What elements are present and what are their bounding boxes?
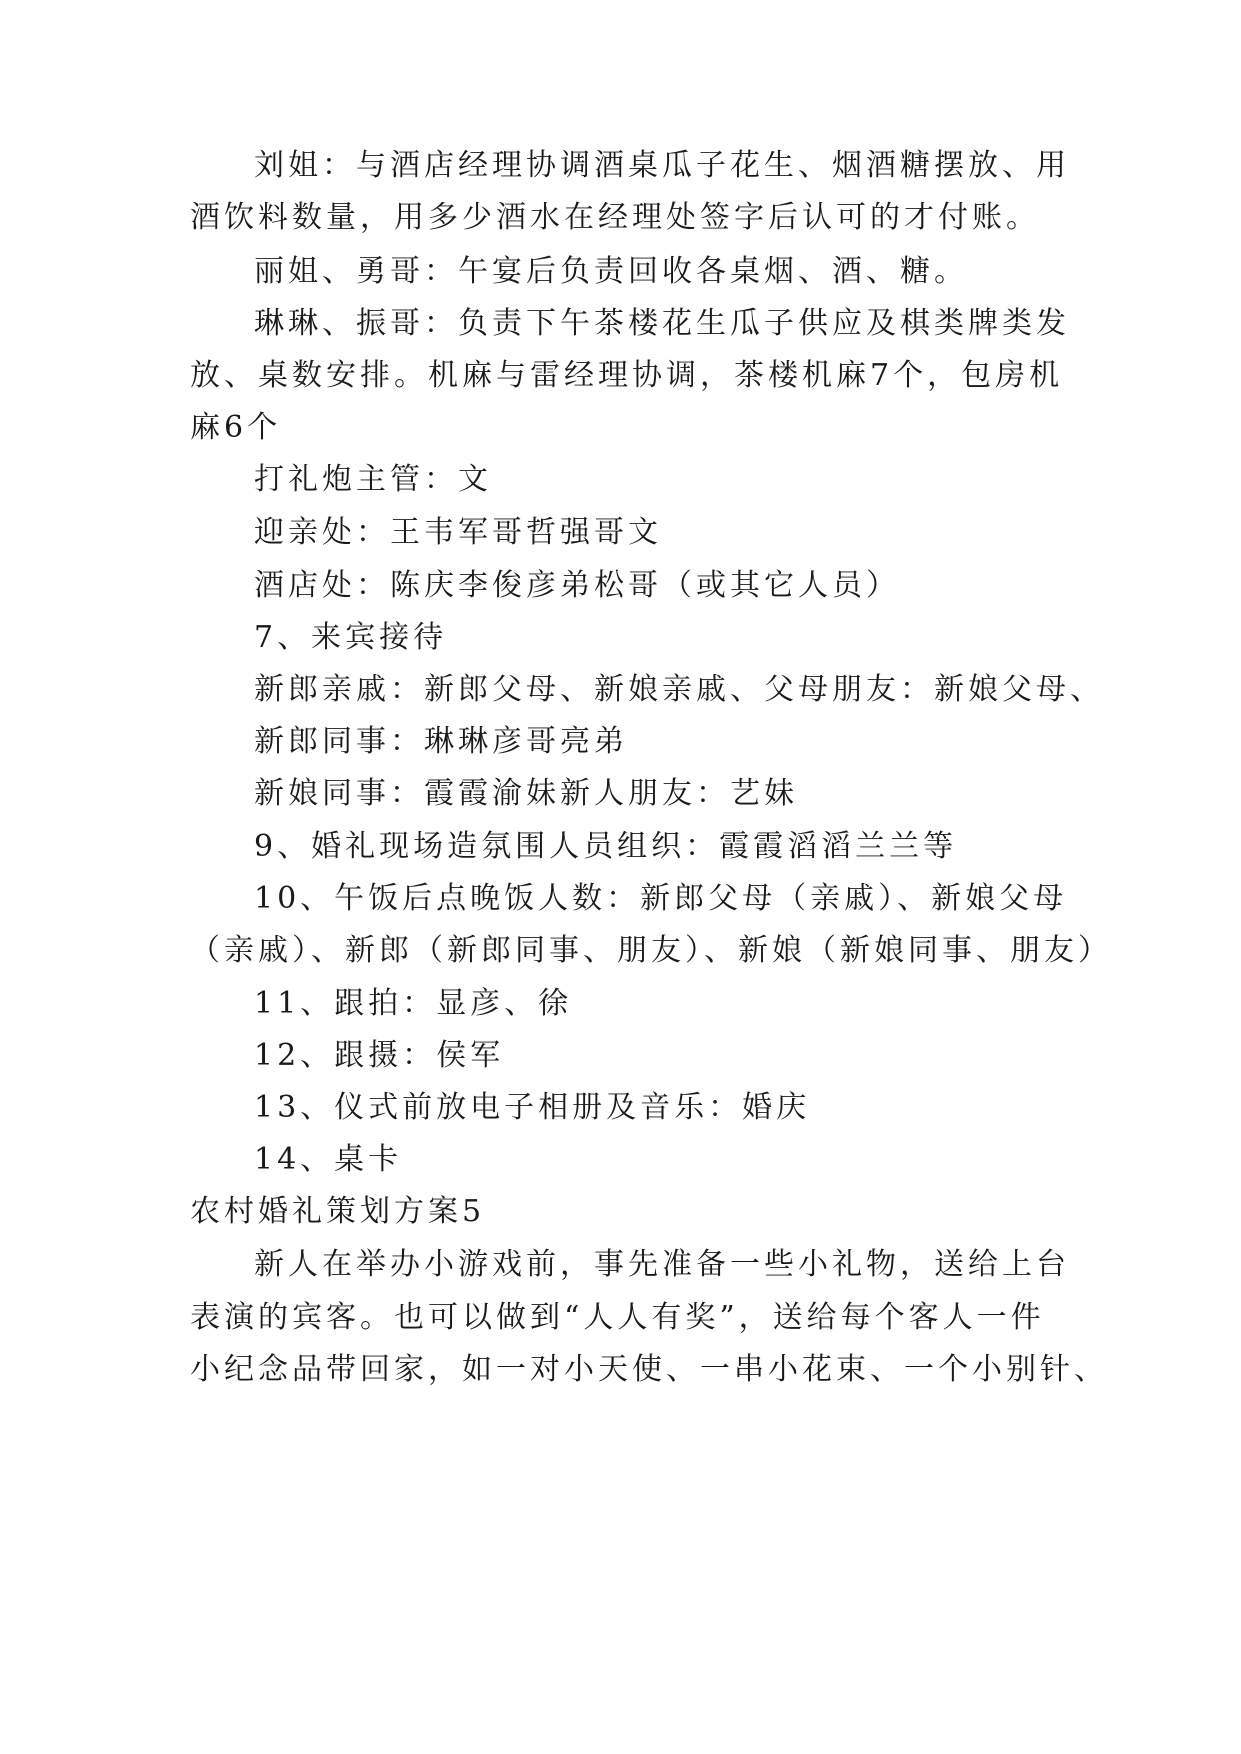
- paragraph-line: 酒饮料数量，用多少酒水在经理处签字后认可的才付账。: [190, 200, 1040, 235]
- paragraph-line: 新娘同事：霞霞渝妹新人朋友：艺妹: [254, 776, 798, 811]
- paragraph-line: （亲戚）、新郎（新郎同事、朋友）、新娘（新娘同事、朋友）: [190, 933, 1112, 968]
- paragraph-line: 12、跟摄：侯军: [254, 1038, 505, 1073]
- paragraph-line: 麻6个: [190, 410, 282, 445]
- paragraph-line: 琳琳、振哥：负责下午茶楼花生瓜子供应及棋类牌类发: [254, 306, 1070, 341]
- section-heading: 7、来宾接待: [254, 620, 448, 655]
- paragraph-line: 10、午饭后点晚饭人数：新郎父母（亲戚）、新娘父母: [254, 881, 1068, 916]
- paragraph-line: 9、婚礼现场造氛围人员组织：霞霞滔滔兰兰等: [254, 829, 958, 864]
- paragraph-line: 新人在举办小游戏前，事先准备一些小礼物，送给上台: [254, 1247, 1070, 1282]
- paragraph-line: 打礼炮主管：文: [254, 462, 492, 497]
- paragraph-line: 酒店处：陈庆李俊彦弟松哥（或其它人员）: [254, 568, 900, 603]
- paragraph-line: 丽姐、勇哥：午宴后负责回收各桌烟、酒、糖。: [254, 254, 968, 289]
- paragraph-line: 11、跟拍：显彦、徐: [254, 986, 573, 1021]
- paragraph-line: 放、桌数安排。机麻与雷经理协调，茶楼机麻7个，包房机: [190, 358, 1064, 393]
- paragraph-line: 13、仪式前放电子相册及音乐：婚庆: [254, 1090, 811, 1125]
- paragraph-line: 14、桌卡: [254, 1142, 403, 1177]
- paragraph-line: 新郎同事：琳琳彦哥亮弟: [254, 724, 628, 759]
- paragraph-line: 刘姐：与酒店经理协调酒桌瓜子花生、烟酒糖摆放、用: [254, 148, 1070, 183]
- paragraph-line: 迎亲处：王韦军哥哲强哥文: [254, 515, 662, 550]
- paragraph-line: 新郎亲戚：新郎父母、新娘亲戚、父母朋友：新娘父母、: [254, 672, 1104, 707]
- paragraph-line: 表演的宾客。也可以做到“人人有奖”，送给每个客人一件: [190, 1300, 1045, 1335]
- document-title: 农村婚礼策划方案5: [190, 1194, 486, 1229]
- paragraph-line: 小纪念品带回家，如一对小天使、一串小花束、一个小别针、: [190, 1352, 1108, 1387]
